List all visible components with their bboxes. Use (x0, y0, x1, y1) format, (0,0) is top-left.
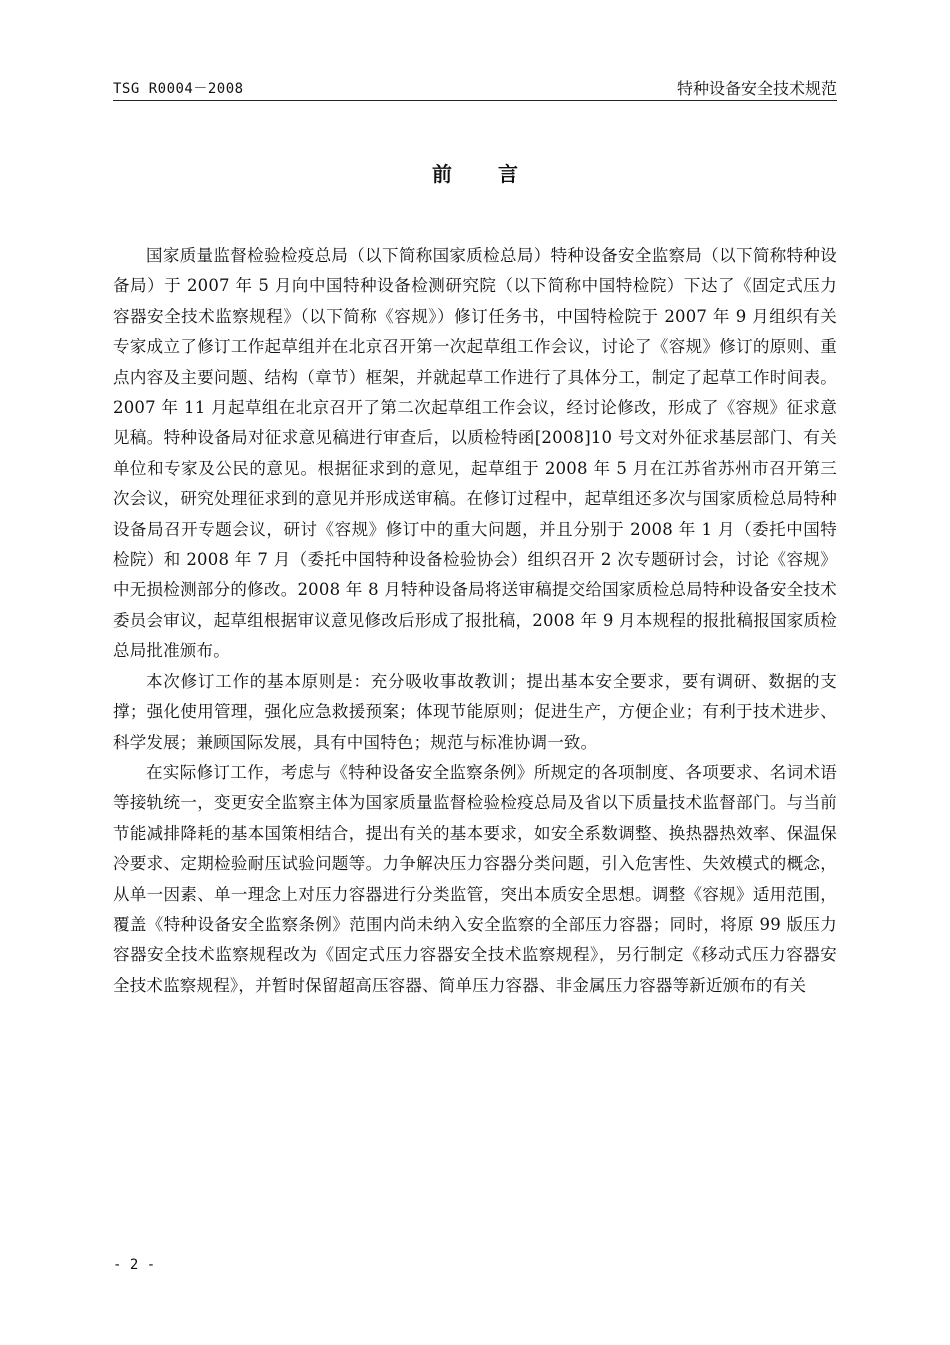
standard-series: 特种设备安全技术规范 (676, 79, 837, 98)
paragraph-revision-work: 在实际修订工作，考虑与《特种设备安全监察条例》所规定的各项制度、各项要求、名词术语等接轨统一，变更安全监察主体为国家质量监督检验检疫总局及省以下质量技术监督部门。与当前节能减排降耗的基本国策相结合，提出有关的基本要求，如安全系数调整、换热器热效率、保温保冷要求、定期检验耐压试验问题等。力争解决压力容器分类问题，引入危害性、失效模式的概念，从单一因素、单一理念上对压力容器进行分类监管，突出本质安全思想。调整《容规》适用范围，覆盖《特种设备安全监察条例》范围内尚未纳入安全监察的全部压力容器；同时，将原 99 版压力容器安全技术监察规程改为《固定式压力容器安全技术监察规程》，另行制定《移动式压力容器安全技术监察规程》，并暂时保留超高压容器、简单压力容器、非金属压力容器等新近颁布的有关 (113, 762, 837, 995)
page-number: - 2 - (113, 1257, 156, 1273)
preface-body (113, 241, 837, 1001)
standard-code: TSG R0004－2008 (113, 81, 244, 97)
paragraph-basic-principles: 本次修订工作的基本原则是：充分吸收事故教训；提出基本安全要求，要有调研、数据的支撑；强化使用管理，强化应急救援预案；体现节能原则；促进生产，方便企业；有利于技术进步、科学发展；兼顾国际发展，具有中国特色；规范与标准协调一致。 (113, 671, 837, 752)
section-title: 前言 (432, 162, 564, 186)
page-header (113, 76, 837, 101)
paragraph-revision-history: 国家质量监督检验检疫总局（以下简称国家质检总局）特种设备安全监察局（以下简称特种设备局）于 2007 年 5 月向中国特种设备检测研究院（以下简称中国特检院）下达了《固定式压力容器安全技术监察规程》（以下简称《容规》）修订任务书，中国特检院于 2007 年 9 月组织有关专家成立了修订工作起草组并在北京召开第一次起草组工作会议，讨论了《容规》修订的原则、重点内容及主要问题、结构（章节）框架，并就起草工作进行了具体分工，制定了起草工作时间表。2007 年 11 月起草组在北京召开了第二次起草组工作会议，经讨论修改，形成了《容规》征求意见稿。特种设备局对征求意见稿进行审查后，以质检特函[2008]10 号文对外征求基层部门、有关单位和专家及公民的意见。根据征求到的意见，起草组于 2008 年 5 月在江苏省苏州市召开第三次会议，研究处理征求到的意见并形成送审稿。在修订过程中，起草组还多次与国家质检总局特种设备局召开专题会议，研讨《容规》修订中的重大问题，并且分别于 2008 年 1 月（委托中国特检院）和 2008 年 7 月（委托中国特种设备检验协会）组织召开 2 次专题研讨会，讨论《容规》中无损检测部分的修改。2008 年 8 月特种设备局将送审稿提交给国家质检总局特种设备安全技术委员会审议，起草组根据审议意见修改后形成了报批稿，2008 年 9 月本规程的报批稿报国家质检总局批准颁布。 (113, 246, 837, 661)
